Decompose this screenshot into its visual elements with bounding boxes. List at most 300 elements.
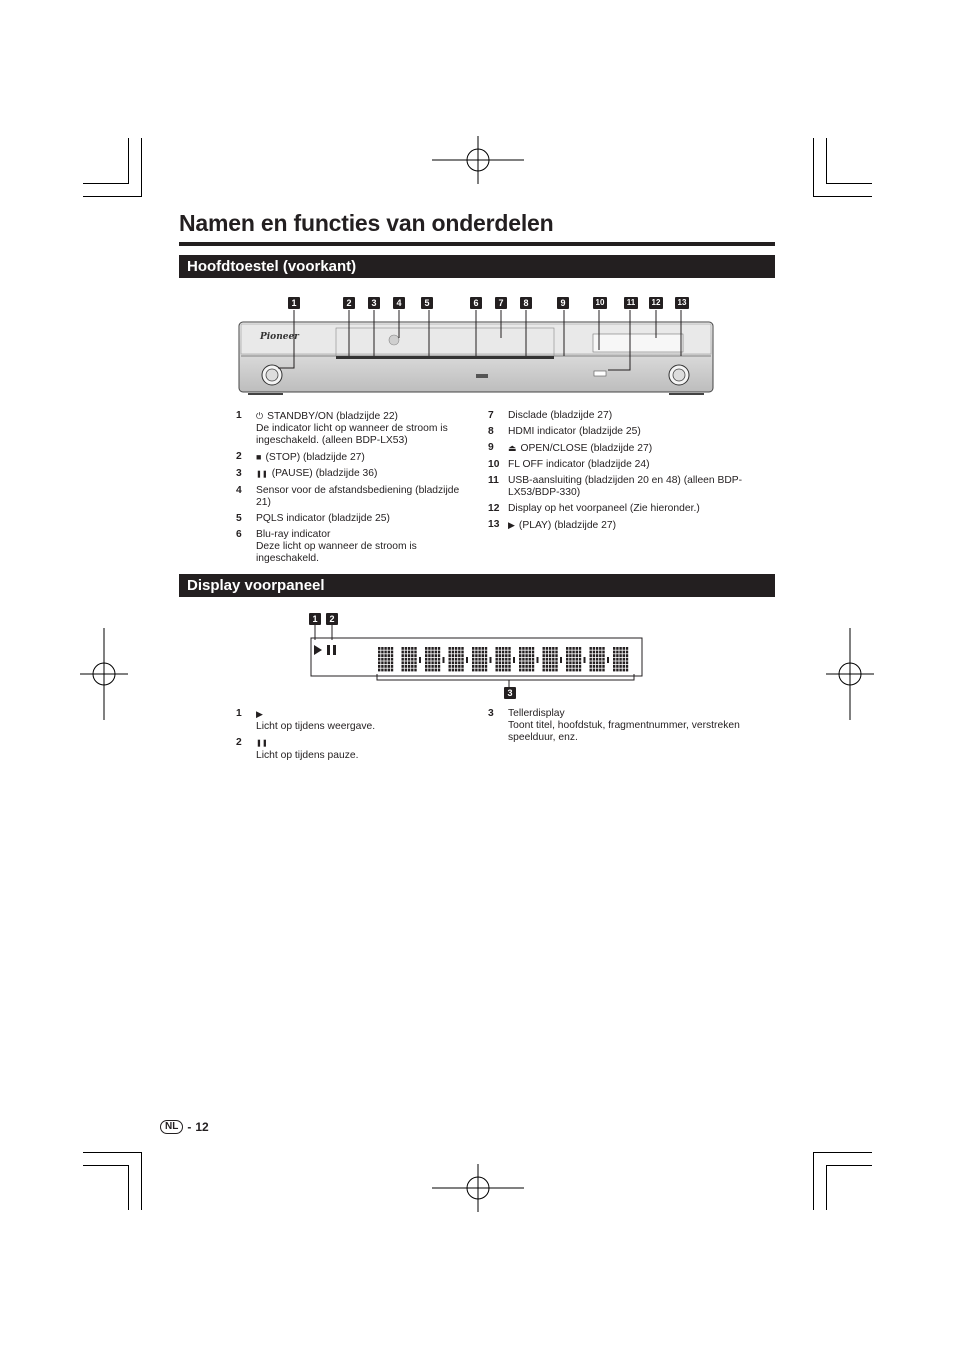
list-item — [236, 513, 466, 525]
display-dot — [452, 647, 454, 650]
display-dot — [475, 651, 477, 654]
callout-3: 3 — [504, 687, 516, 699]
crop-mark — [826, 138, 827, 183]
display-dot — [485, 658, 487, 661]
display-dot — [543, 647, 545, 650]
display-dot — [619, 654, 621, 657]
display-dot — [455, 654, 457, 657]
display-dot — [472, 647, 474, 650]
display-dot — [478, 661, 480, 664]
display-dot — [505, 654, 507, 657]
display-dot — [431, 669, 433, 672]
display-dot — [435, 661, 437, 664]
display-dot — [546, 654, 548, 657]
display-dot — [455, 665, 457, 668]
display-dot — [496, 647, 498, 650]
item-text: Tellerdisplay — [508, 708, 565, 719]
display-dot — [478, 669, 480, 672]
display-dot — [576, 669, 578, 672]
display-dot — [596, 665, 598, 668]
display-dot — [402, 658, 404, 661]
display-dot — [458, 654, 460, 657]
display-dot — [402, 661, 404, 664]
display-separator — [443, 657, 445, 663]
item-text: FL OFF indicator (bladzijde 24) — [508, 459, 650, 470]
item-description — [256, 410, 466, 447]
display-dot — [405, 654, 407, 657]
display-dot — [555, 658, 557, 661]
callout-7: 7 — [495, 297, 507, 309]
svg-text:Pioneer: Pioneer — [260, 332, 299, 342]
display-dot — [402, 647, 404, 650]
display-dot — [411, 647, 413, 650]
display-dot — [438, 647, 440, 650]
callout-2: 2 — [343, 297, 355, 309]
display-dot — [572, 647, 574, 650]
display-dot — [478, 654, 480, 657]
front-parts-list-right — [488, 410, 748, 536]
power-icon: ⏻ — [256, 411, 264, 421]
crop-mark — [141, 138, 142, 196]
display-dot — [381, 651, 383, 654]
display-dot — [590, 661, 592, 664]
display-dot — [593, 651, 595, 654]
display-dot — [508, 647, 510, 650]
display-dot — [529, 669, 531, 672]
display-separator — [466, 657, 468, 663]
display-dot — [626, 665, 628, 668]
display-dot — [384, 669, 386, 672]
display-dot — [616, 661, 618, 664]
display-dot — [593, 654, 595, 657]
display-dot — [569, 665, 571, 668]
item-description — [508, 410, 748, 422]
display-dot — [555, 651, 557, 654]
item-number: 12 — [488, 503, 500, 514]
display-dot — [461, 669, 463, 672]
display-dot — [590, 658, 592, 661]
display-dot — [613, 669, 615, 672]
display-dot — [496, 658, 498, 661]
display-dot — [431, 651, 433, 654]
display-separator — [607, 657, 609, 663]
display-dot — [411, 669, 413, 672]
display-dot — [529, 647, 531, 650]
display-dot — [455, 658, 457, 661]
display-dot — [378, 658, 380, 661]
display-dot — [613, 654, 615, 657]
display-dot — [461, 661, 463, 664]
item-subtext: Licht op tijdens weergave. — [256, 721, 376, 732]
display-dot — [505, 661, 507, 664]
item-number: 2 — [236, 451, 242, 462]
page-title: Namen en functies van onderdelen — [179, 210, 554, 236]
display-dot — [616, 669, 618, 672]
display-dot — [458, 661, 460, 664]
display-parts-list-left — [236, 708, 466, 766]
display-dot — [428, 661, 430, 664]
item-text: (PLAY) (bladzijde 27) — [518, 520, 617, 531]
item-description — [508, 503, 748, 515]
crop-mark — [813, 1152, 814, 1210]
display-dot — [428, 647, 430, 650]
display-dot — [522, 669, 524, 672]
display-dot — [555, 669, 557, 672]
registration-mark — [432, 136, 524, 184]
display-dot — [543, 654, 545, 657]
crop-mark — [83, 183, 129, 184]
display-dot — [478, 651, 480, 654]
display-dot — [461, 658, 463, 661]
display-dot — [549, 654, 551, 657]
page-number — [160, 1120, 209, 1134]
callout-10: 10 — [593, 297, 607, 309]
display-dot — [525, 661, 527, 664]
display-dot — [461, 651, 463, 654]
display-dot — [599, 669, 601, 672]
display-dot — [381, 661, 383, 664]
item-subtext: De indicator licht op wanneer de stroom is ingeschakeld. (alleen BDP-LX53) — [256, 423, 448, 446]
display-dot — [555, 665, 557, 668]
display-dot — [452, 658, 454, 661]
display-dot — [482, 658, 484, 661]
crop-mark — [128, 138, 129, 183]
display-dot — [613, 651, 615, 654]
display-dot — [522, 647, 524, 650]
display-dot — [388, 669, 390, 672]
display-dot — [549, 658, 551, 661]
display-dot — [593, 647, 595, 650]
display-dot — [626, 669, 628, 672]
display-dot — [522, 665, 524, 668]
display-dot — [402, 654, 404, 657]
display-dot — [572, 669, 574, 672]
display-dot — [472, 665, 474, 668]
display-dot — [552, 658, 554, 661]
display-dot — [411, 661, 413, 664]
display-dot — [452, 654, 454, 657]
display-dot — [525, 669, 527, 672]
display-dot — [496, 661, 498, 664]
item-number: 11 — [488, 475, 499, 486]
display-dot — [485, 669, 487, 672]
display-dot — [613, 647, 615, 650]
callout-1: 1 — [309, 613, 321, 625]
item-number: 4 — [236, 485, 242, 496]
crop-mark — [83, 196, 142, 197]
item-text: Disclade (bladzijde 27) — [508, 410, 613, 421]
item-description — [256, 737, 466, 762]
display-dot — [552, 661, 554, 664]
item-text: PQLS indicator (bladzijde 25) — [256, 513, 390, 524]
display-dot — [532, 654, 534, 657]
display-dot — [482, 665, 484, 668]
display-dot — [616, 647, 618, 650]
display-dot — [525, 647, 527, 650]
display-dot — [623, 661, 625, 664]
stop-icon: ■ — [256, 452, 262, 462]
callout-9: 9 — [557, 297, 569, 309]
display-dot — [475, 647, 477, 650]
display-dot — [576, 651, 578, 654]
item-text: Sensor voor de afstandsbediening (bladzijde 21) — [256, 485, 460, 508]
display-dot — [508, 651, 510, 654]
play-icon: ▶ — [508, 520, 515, 530]
display-dot — [532, 669, 534, 672]
display-dot — [602, 647, 604, 650]
display-dot — [502, 665, 504, 668]
display-dot — [546, 651, 548, 654]
display-dot — [549, 669, 551, 672]
display-dot — [623, 647, 625, 650]
item-subtext: Deze licht op wanneer de stroom is ingeschakeld. — [256, 541, 417, 564]
page-number-separator: - — [187, 1120, 192, 1134]
display-dot — [475, 654, 477, 657]
display-dot — [549, 647, 551, 650]
display-dot — [405, 651, 407, 654]
display-dot — [599, 665, 601, 668]
item-text: HDMI indicator (bladzijde 25) — [508, 426, 641, 437]
pause-icon: ❚❚ — [256, 471, 268, 478]
callout-4: 4 — [393, 297, 405, 309]
display-dot — [569, 654, 571, 657]
display-dot — [384, 658, 386, 661]
callout-2: 2 — [326, 613, 338, 625]
display-dot — [458, 658, 460, 661]
item-description — [256, 485, 466, 509]
display-dot — [435, 665, 437, 668]
display-dot — [402, 669, 404, 672]
display-dot — [613, 658, 615, 661]
display-dot — [502, 661, 504, 664]
registration-mark — [80, 628, 128, 720]
item-description — [256, 468, 466, 481]
display-parts-list-right — [488, 708, 748, 748]
display-dot — [569, 661, 571, 664]
display-dot — [572, 654, 574, 657]
display-dot — [590, 665, 592, 668]
display-dot — [431, 654, 433, 657]
display-dot — [566, 647, 568, 650]
display-dot — [623, 654, 625, 657]
display-dot — [438, 654, 440, 657]
display-dot — [522, 651, 524, 654]
display-dot — [508, 661, 510, 664]
item-text: Blu-ray indicator — [256, 529, 331, 540]
display-dot — [408, 647, 410, 650]
item-text: OPEN/CLOSE (bladzijde 27) — [520, 443, 653, 454]
display-dot — [572, 661, 574, 664]
display-dot — [532, 665, 534, 668]
display-dot — [482, 661, 484, 664]
crop-mark — [826, 183, 872, 184]
item-description — [256, 513, 466, 525]
display-dot — [384, 651, 386, 654]
display-dot — [388, 665, 390, 668]
display-dot — [569, 647, 571, 650]
display-dot — [508, 654, 510, 657]
display-dot — [546, 658, 548, 661]
display-dot — [616, 654, 618, 657]
list-item — [236, 468, 466, 481]
display-dot — [449, 651, 451, 654]
display-dot — [596, 654, 598, 657]
display-dot — [381, 647, 383, 650]
display-dot — [579, 665, 581, 668]
display-dot — [579, 651, 581, 654]
item-number: 9 — [488, 442, 494, 453]
language-badge: NL — [160, 1120, 183, 1134]
display-dot — [408, 651, 410, 654]
display-dot — [543, 661, 545, 664]
display-separator — [584, 657, 586, 663]
title-rule — [179, 242, 775, 246]
list-item — [488, 475, 748, 499]
display-dot — [414, 661, 416, 664]
display-dot — [378, 661, 380, 664]
display-dot — [425, 669, 427, 672]
display-dot — [461, 654, 463, 657]
callout-13: 13 — [675, 297, 689, 309]
display-dot — [482, 647, 484, 650]
display-dot — [428, 651, 430, 654]
display-dot — [455, 651, 457, 654]
display-dot — [499, 647, 501, 650]
display-dot — [391, 661, 393, 664]
display-dot — [555, 661, 557, 664]
display-dot — [552, 669, 554, 672]
display-dot — [408, 654, 410, 657]
display-dot — [593, 658, 595, 661]
item-description — [508, 519, 748, 532]
display-dot — [482, 654, 484, 657]
callout-1: 1 — [288, 297, 300, 309]
display-dot — [579, 658, 581, 661]
display-dot — [405, 661, 407, 664]
display-dot — [505, 669, 507, 672]
item-number: 2 — [236, 737, 242, 748]
display-dot — [522, 654, 524, 657]
item-text: Display op het voorpaneel (Zie hieronder.) — [508, 503, 700, 514]
display-dot — [449, 665, 451, 668]
display-dot — [572, 651, 574, 654]
display-dot — [388, 658, 390, 661]
display-dot — [505, 665, 507, 668]
display-dot — [428, 669, 430, 672]
display-dot — [543, 669, 545, 672]
display-dot — [408, 665, 410, 668]
display-dot — [428, 665, 430, 668]
display-dot — [499, 651, 501, 654]
crop-mark — [128, 1165, 129, 1210]
display-dot — [596, 661, 598, 664]
display-dot — [455, 647, 457, 650]
display-dot — [438, 651, 440, 654]
display-dot — [475, 658, 477, 661]
item-description — [256, 451, 466, 464]
display-dot — [619, 647, 621, 650]
display-dot — [626, 658, 628, 661]
item-description — [508, 426, 748, 438]
item-number: 3 — [236, 468, 242, 479]
display-dot — [593, 661, 595, 664]
display-dot — [602, 658, 604, 661]
list-item — [236, 737, 466, 762]
item-number: 8 — [488, 426, 494, 437]
display-dot — [525, 651, 527, 654]
list-item — [236, 708, 466, 733]
display-dot — [623, 665, 625, 668]
display-dot — [525, 654, 527, 657]
front-display-illustration — [310, 622, 646, 702]
display-dot — [502, 658, 504, 661]
display-dot — [619, 665, 621, 668]
item-text: STANDBY/ON (bladzijde 22) — [267, 411, 398, 422]
play-icon: ▶ — [256, 709, 263, 719]
display-dot — [411, 651, 413, 654]
display-dot — [414, 647, 416, 650]
list-item — [488, 410, 748, 422]
item-number: 3 — [488, 708, 494, 719]
display-dot — [478, 647, 480, 650]
display-dot — [525, 658, 527, 661]
display-dot — [496, 665, 498, 668]
display-dot — [414, 654, 416, 657]
display-dot — [576, 658, 578, 661]
display-dot — [572, 658, 574, 661]
display-dot — [381, 665, 383, 668]
display-dot — [519, 661, 521, 664]
list-item — [236, 485, 466, 509]
list-item — [488, 459, 748, 471]
display-dot — [576, 654, 578, 657]
display-dot — [626, 654, 628, 657]
callout-6: 6 — [470, 297, 482, 309]
display-dot — [569, 651, 571, 654]
display-dot — [519, 669, 521, 672]
list-item — [236, 451, 466, 464]
callout-3: 3 — [368, 297, 380, 309]
display-dot — [616, 651, 618, 654]
section-header-display: Display voorpaneel — [179, 574, 775, 597]
display-dot — [425, 651, 427, 654]
display-separator — [419, 657, 421, 663]
display-dot — [475, 661, 477, 664]
display-dot — [402, 651, 404, 654]
display-dot — [411, 654, 413, 657]
display-dot — [391, 665, 393, 668]
display-dot — [529, 658, 531, 661]
list-item — [488, 442, 748, 455]
callout-11: 11 — [624, 297, 638, 309]
display-dot — [519, 658, 521, 661]
display-dot — [449, 661, 451, 664]
display-dot — [546, 647, 548, 650]
display-dot — [499, 654, 501, 657]
list-item — [236, 410, 466, 447]
display-dot — [519, 665, 521, 668]
display-dot — [435, 658, 437, 661]
display-dot — [391, 654, 393, 657]
display-dot — [431, 647, 433, 650]
display-dot — [590, 669, 592, 672]
display-dot — [566, 651, 568, 654]
display-dot — [623, 658, 625, 661]
display-dot — [402, 665, 404, 668]
item-text: (PAUSE) (bladzijde 36) — [271, 468, 378, 479]
display-dot — [546, 665, 548, 668]
display-dot — [576, 661, 578, 664]
